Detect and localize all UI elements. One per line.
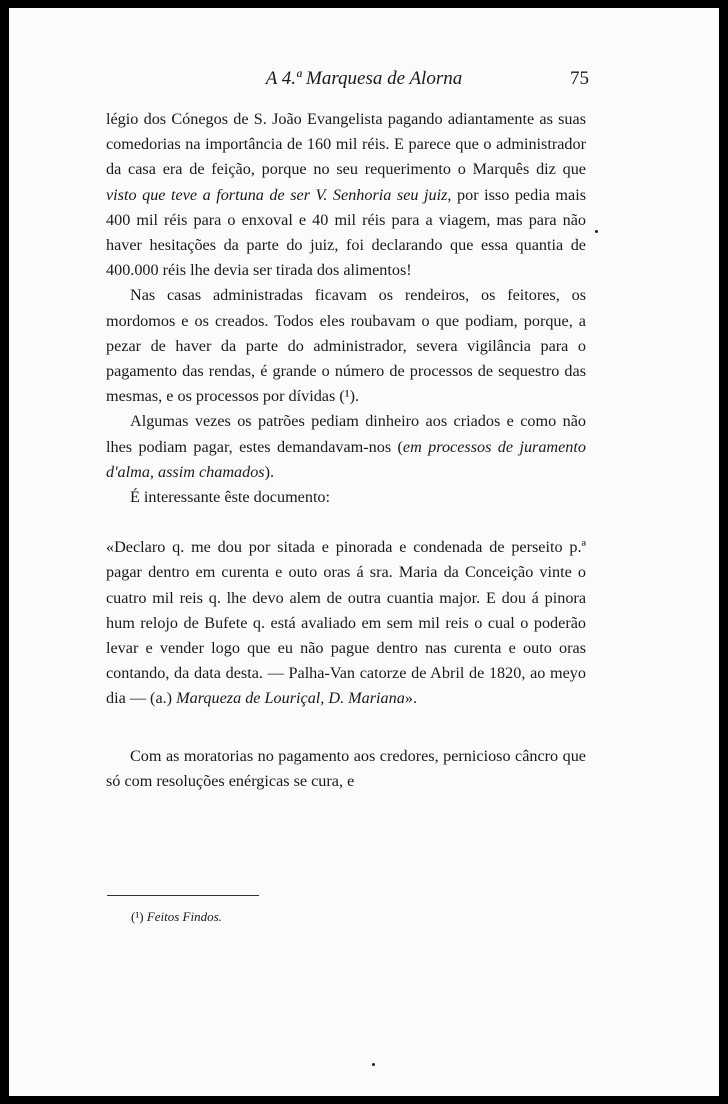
body-text — [106, 107, 586, 794]
paragraph-3-italic: em processos de juramento d'alma, assim chamados — [106, 437, 586, 481]
paragraph-1-italic: visto que teve a fortuna de ser V. Senhoria seu juiz — [106, 185, 448, 204]
footnote-rule — [107, 895, 259, 896]
paragraph-3 — [106, 409, 586, 485]
quote-text-a: «Declaro q. me dou por sitada e pinorada e condenada de perseito p.ª pagar dentro em curenta e outo oras á sra. Maria da Conceição vinte o cuatro mil reis q. lhe devo alem de outra cuantia major. E dou á pinora hum relojo de Bufete q. está avaliado em sem mil reis o cual o poderão levar e vender logo que eu não pague dentro nas curenta e outo oras contando, da data desta. — Palha-Van catorze de Abril de 1820, ao meyo dia — (a.) — [106, 538, 586, 708]
footnote-text: Feitos Findos. — [146, 909, 222, 924]
document-page — [9, 8, 719, 1096]
running-title: A 4.ª Marquesa de Alorna — [265, 68, 463, 89]
ink-speck — [595, 230, 598, 233]
footnote-mark: (¹) — [131, 909, 144, 924]
paragraph-4: É interessante êste documento: — [130, 488, 331, 507]
paragraph-1 — [106, 107, 586, 283]
ink-speck — [372, 1063, 375, 1066]
page-header — [9, 68, 719, 98]
paragraph-3-text-a: Algumas vezes os patrões pediam dinheiro aos criados e como não lhes podiam pagar, estes demandavam-nos ( — [106, 412, 586, 456]
paragraph-1-text-b: , por isso pedia mais 400 mil réis para o enxoval e 40 mil réis para a viagem, mas para não haver hesitações da parte do juiz, foi declarando que essa quantia de 400.000 réis lhe devia ser tirada dos alimentos! — [106, 185, 586, 280]
quote-signature: Marqueza de Louriçal, D. Mariana — [176, 689, 405, 708]
quote-text-b: ». — [404, 689, 417, 708]
paragraph-1-text-a: légio dos Cónegos de S. João Evangelista pagando adiantamente as suas comedorias na importância de 160 mil réis. E parece que o administrador da casa era de feição, porque no seu requerimento o Marquês diz que — [106, 110, 586, 179]
paragraph-3-text-b: ). — [264, 462, 275, 481]
footnote — [131, 909, 222, 925]
paragraph-2: Nas casas administradas ficavam os rendeiros, os feitores, os mordomos e os creados. Todos eles roubavam o que podiam, porque, a pezar de haver da parte do administrador, severa vigilância para o pagamento das rendas, é grande o número de processos de sequestro das mesmas, e os processos por dívidas (¹). — [106, 286, 586, 406]
page-number: 75 — [570, 68, 589, 89]
paragraph-5: Com as moratorias no pagamento aos credores, pernicioso câncro que só com resoluções enérgicas se cura, e — [106, 746, 586, 790]
quoted-document — [106, 535, 586, 711]
